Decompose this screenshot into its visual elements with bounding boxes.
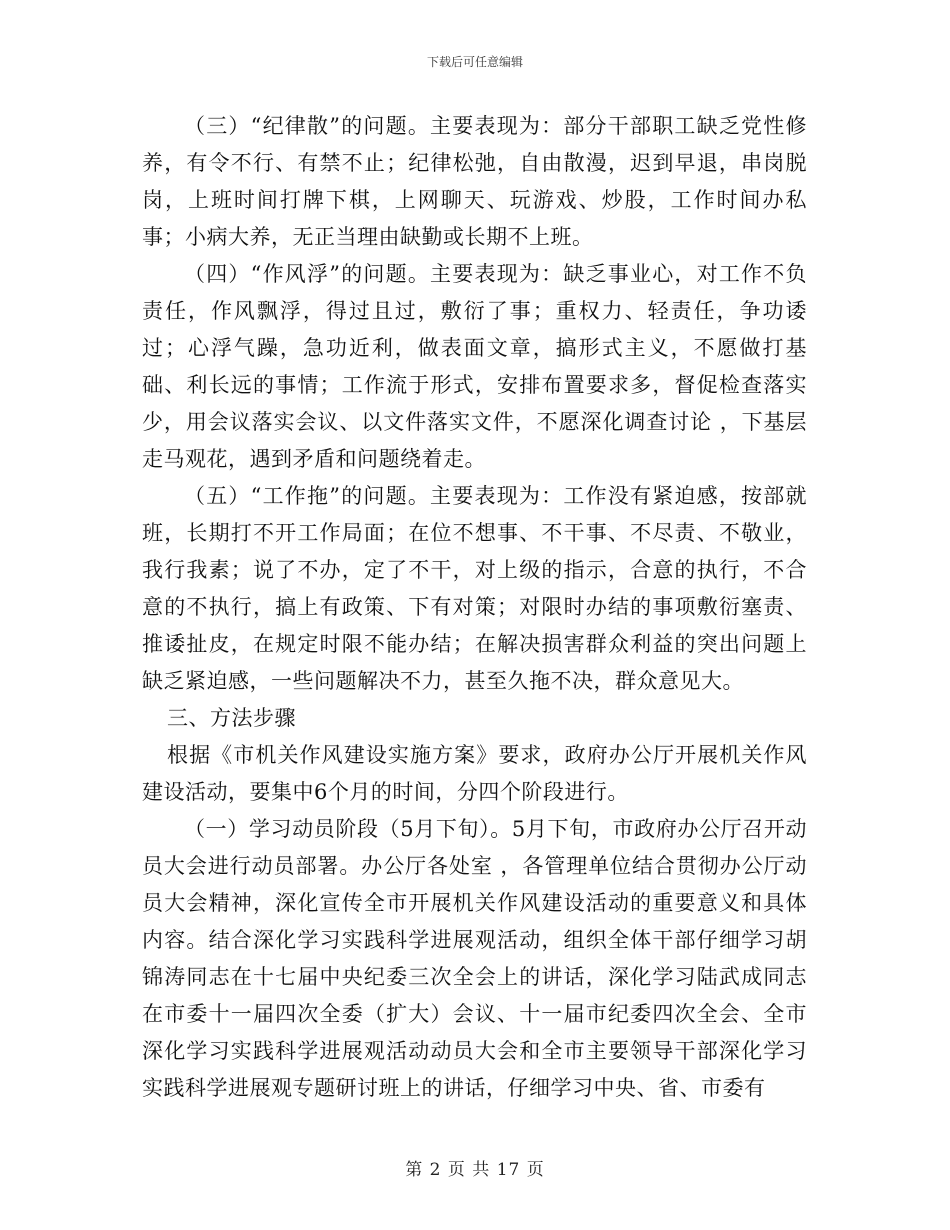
section-heading-methods: 三、方法步骤 <box>167 706 296 730</box>
paragraph-discipline: （三）“纪律散”的问题。主要表现为：部分干部职工缺乏党性修养，有令不行、有禁不止；纪律松弛，自由散漫，迟到早退，串岗脱岗，上班时间打牌下棋，上网聊天、玩游戏、炒股，工作时间办私事；小病大养，无正当理由缺勤或长期不上班。 <box>142 114 807 249</box>
page-header: 下载后可任意编辑 <box>426 55 523 69</box>
paragraph-mobilization-stage: （一）学习动员阶段（5月下旬）。5月下旬，市政府办公厅召开动员大会进行动员部署。办公厅各处室 ，各管理单位结合贯彻办公厅动员大会精神，深化宣传全市开展机关作风建设活动的重要意义和具体内容。结合深化学习实践科学进展观活动，组织全体干部仔细学习胡锦涛同志在十七届中央纪委三次全会上的讲话，深化学习陆武成同志在市委十一届四次全委（扩大）会议、十一届市纪委四次全会、全市深化学习实践科学进展观活动动员大会和全市主要领导干部深化学习实践科学进展观专题研讨班上的讲话，仔细学习中央、省、市委有 <box>142 817 807 1100</box>
paragraph-work-style: （四）“作风浮”的问题。主要表现为：缺乏事业心，对工作不负责任，作风飘浮，得过且过，敷衍了事；重权力、轻责任，争功诿过；心浮气躁，急功近利，做表面文章，搞形式主义，不愿做打基础、利长远的事情；工作流于形式，安排布置要求多，督促检查落实少，用会议落实会议、以文件落实文件，不愿深化调查讨论 ，下基层走马观花，遇到矛盾和问题绕着走。 <box>142 262 807 471</box>
paragraph-plan-overview: 根据《市机关作风建设实施方案》要求，政府办公厅开展机关作风建设活动，要集中6个月的时间，分四个阶段进行。 <box>142 743 807 804</box>
document-body <box>142 108 807 1107</box>
paragraph-procrastination: （五）“工作拖”的问题。主要表现为：工作没有紧迫感，按部就班，长期打不开工作局面；在位不想事、不干事、不尽责、不敬业，我行我素；说了不办，定了不干，对上级的指示，合意的执行，不合意的不执行，搞上有政策、下有对策；对限时办结的事项敷衍塞责、推诿扯皮，在规定时限不能办结；在解决损害群众利益的突出问题上缺乏紧迫感，一些问题解决不力，甚至久拖不决，群众意见大。 <box>142 484 807 693</box>
page-footer: 第 2 页 共 17 页 <box>405 1160 545 1180</box>
